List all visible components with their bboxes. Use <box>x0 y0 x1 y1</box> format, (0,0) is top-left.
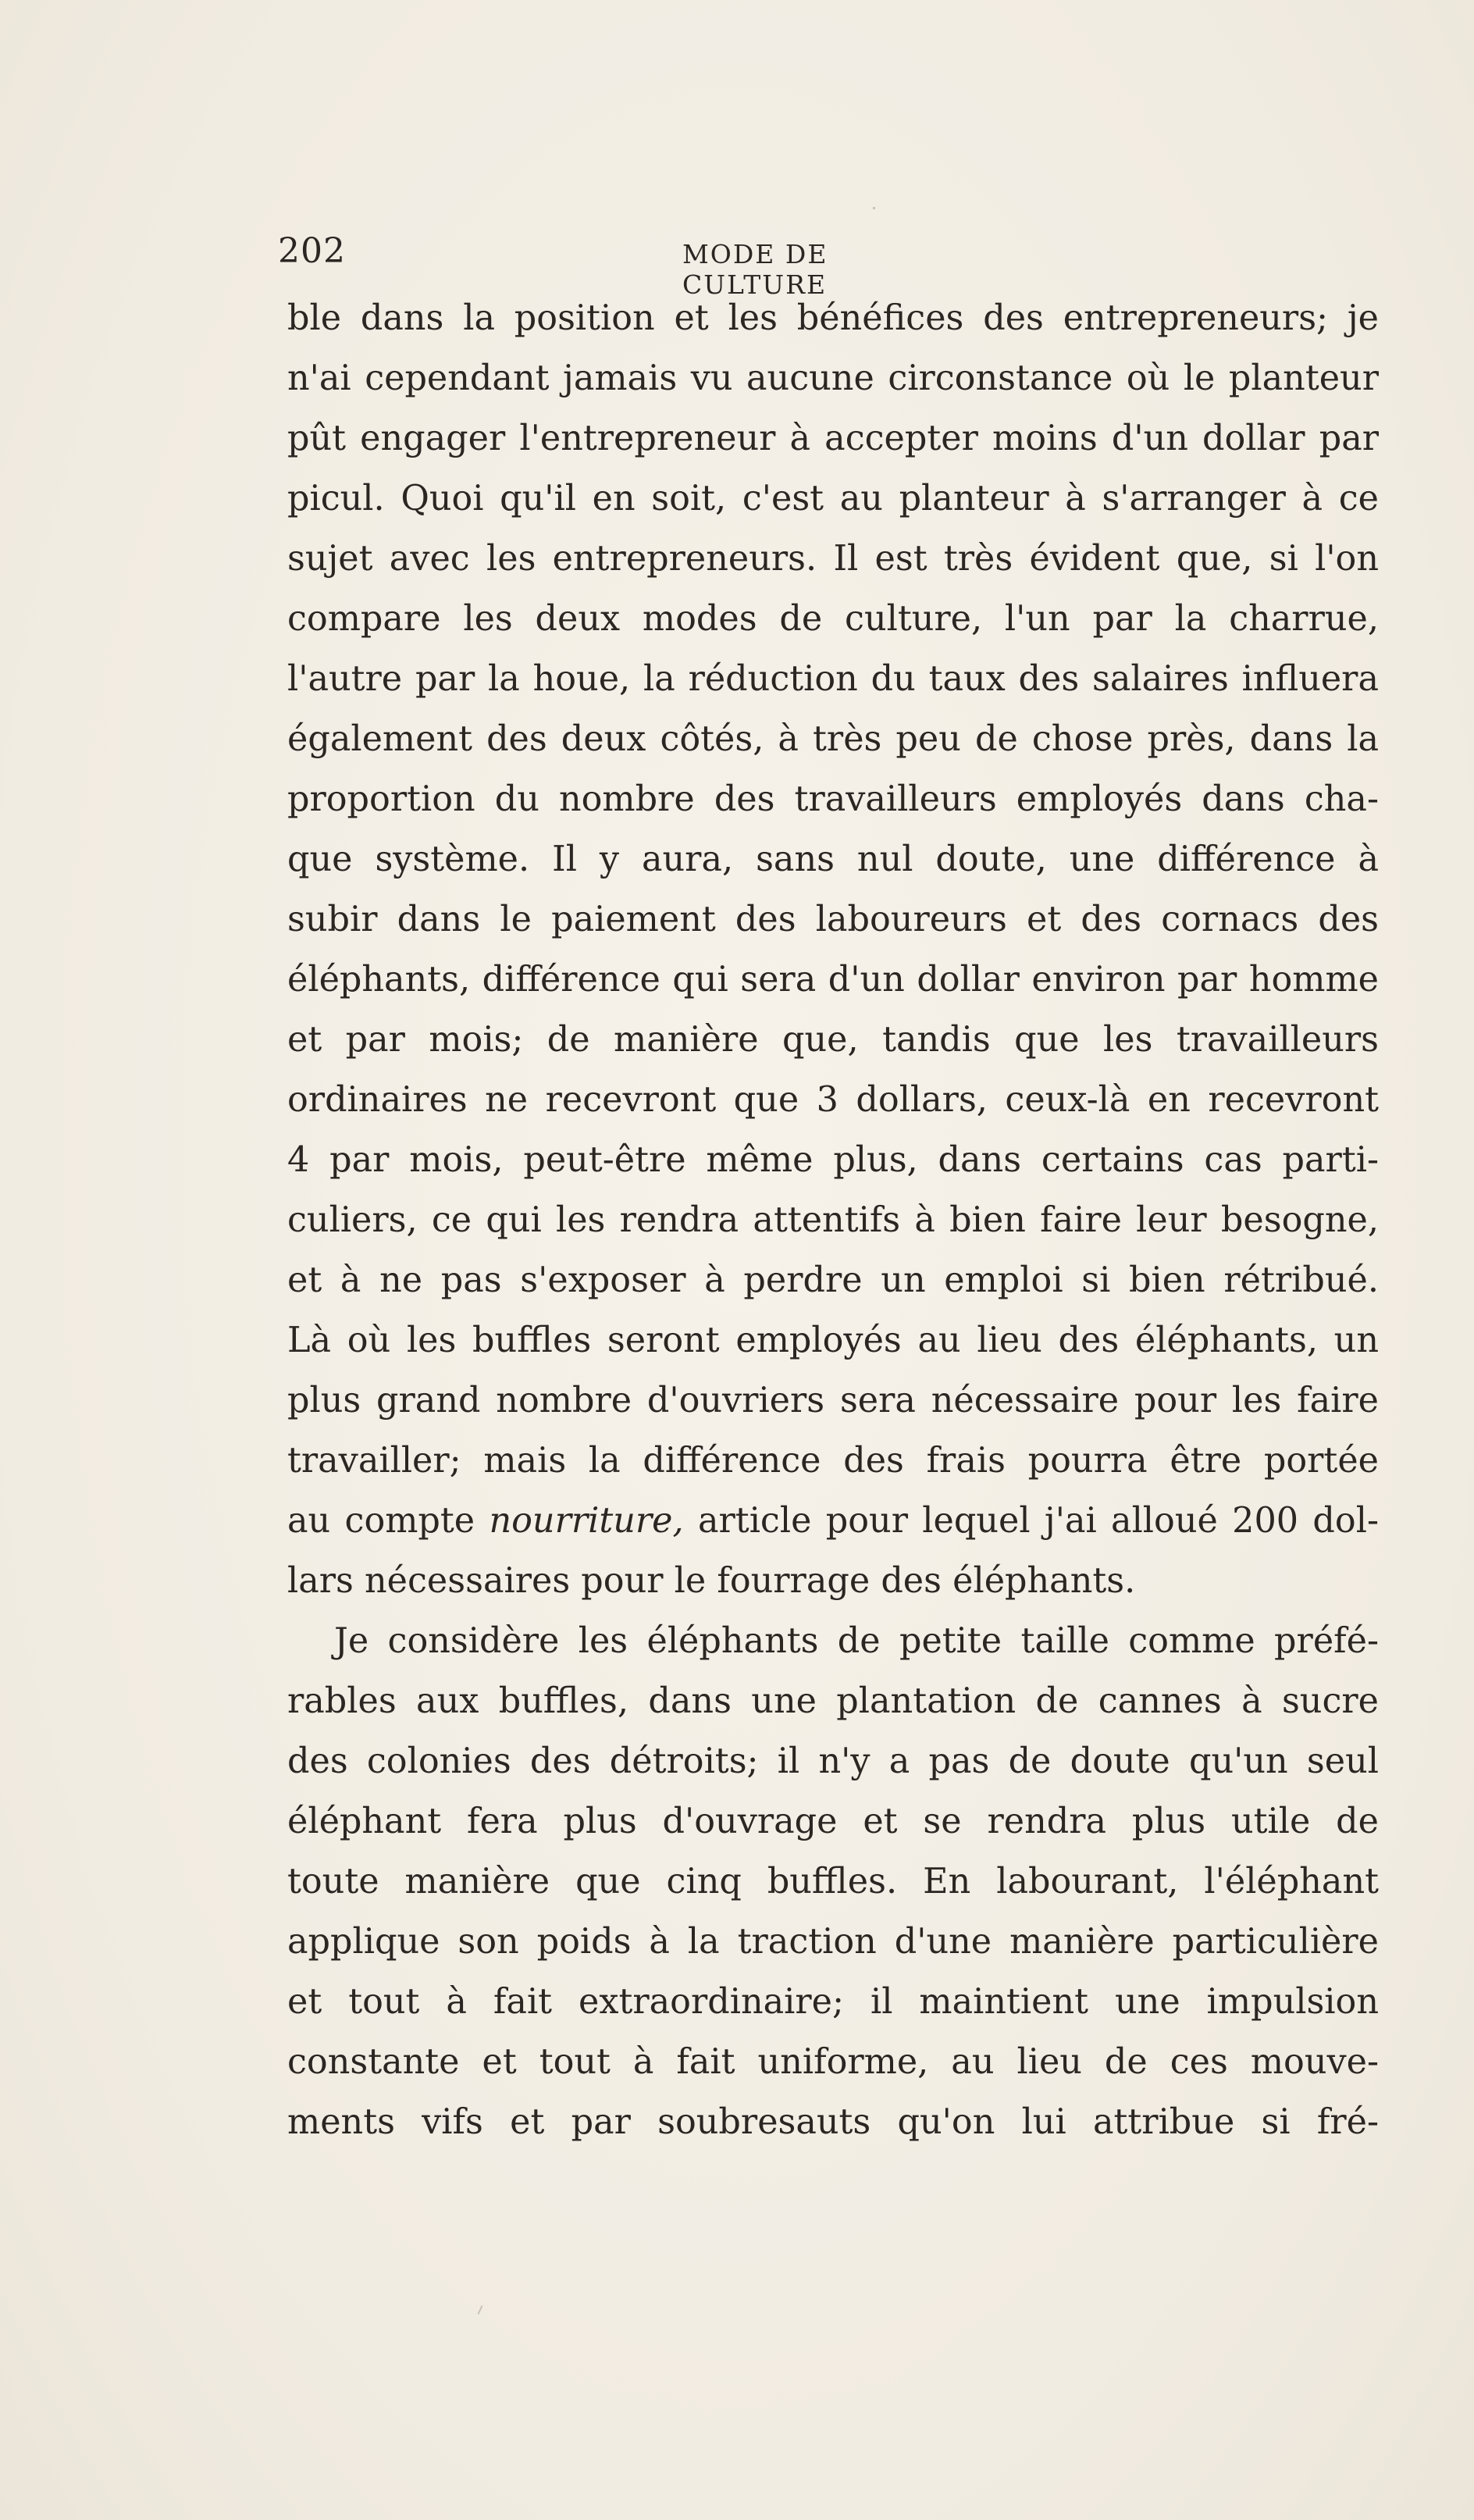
text-line: et par mois; de manière que, tandis que les travailleurs <box>287 1020 1379 1060</box>
text-line: ble dans la position et les bénéfices des entrepreneurs; je <box>287 298 1379 338</box>
text-line: compare les deux modes de culture, l'un par la charrue, <box>287 599 1379 639</box>
text-line: ments vifs et par soubresauts qu'on lui attribue si fré- <box>287 2102 1379 2142</box>
text-line: picul. Quoi qu'il en soit, c'est au planteur à s'arranger à ce <box>287 479 1379 519</box>
text-line: applique son poids à la traction d'une manière particulière <box>287 1922 1379 1962</box>
text-segment: au compte <box>287 1501 490 1541</box>
text-line: que système. Il y aura, sans nul doute, une différence à <box>287 839 1379 879</box>
text-line: n'ai cependant jamais vu aucune circonstance où le planteur <box>287 358 1379 398</box>
paper-speck <box>478 2305 483 2315</box>
text-line: éléphants, différence qui sera d'un dollar environ par homme <box>287 960 1379 1000</box>
italic-word: nourriture, <box>489 1501 684 1541</box>
text-line: Là où les buffles seront employés au lieu des éléphants, un <box>287 1321 1379 1360</box>
running-title: MODE DE CULTURE <box>682 239 828 300</box>
text-line: l'autre par la houe, la réduction du taux des salaires influera <box>287 659 1379 699</box>
text-line: et à ne pas s'exposer à perdre un emploi si bien rétribué. <box>287 1260 1379 1300</box>
text-line: ordinaires ne recevront que 3 dollars, ceux-là en recevront <box>287 1080 1379 1120</box>
text-line: culiers, ce qui les rendra attentifs à bien faire leur besogne, <box>287 1200 1379 1240</box>
text-line: rables aux buffles, dans une plantation de cannes à sucre <box>287 1681 1379 1721</box>
page-number: 202 <box>278 231 346 271</box>
text-line: éléphant fera plus d'ouvrage et se rendra plus utile de <box>287 1802 1379 1841</box>
text-line: 4 par mois, peut-être même plus, dans certains cas parti- <box>287 1140 1379 1180</box>
paper-speck <box>873 207 875 209</box>
paragraph-first-line: Je considère les éléphants de petite taille comme préfé- <box>334 1621 1379 1661</box>
text-line: travailler; mais la différence des frais pourra être portée <box>287 1441 1379 1481</box>
text-line: sujet avec les entrepreneurs. Il est très évident que, si l'on <box>287 539 1379 579</box>
text-line: constante et tout à fait uniforme, au lieu de ces mouve- <box>287 2042 1379 2082</box>
page-header <box>278 231 981 300</box>
text-segment: article pour lequel j'ai alloué 200 dol- <box>683 1501 1379 1541</box>
text-line: des colonies des détroits; il n'y a pas de doute qu'un seul <box>287 1741 1379 1781</box>
text-line: également des deux côtés, à très peu de chose près, dans la <box>287 719 1379 759</box>
text-line: proportion du nombre des travailleurs employés dans cha- <box>287 779 1379 819</box>
text-line: et tout à fait extraordinaire; il maintient une impulsion <box>287 1982 1379 2022</box>
paragraph-end-line: lars nécessaires pour le fourrage des éléphants. <box>287 1561 1136 1601</box>
text-line: toute manière que cinq buffles. En labourant, l'éléphant <box>287 1862 1379 1902</box>
text-line: plus grand nombre d'ouvriers sera nécessaire pour les faire <box>287 1381 1379 1420</box>
text-line: pût engager l'entrepreneur à accepter moins d'un dollar par <box>287 419 1379 458</box>
text-line-with-italic <box>287 1498 1379 1545</box>
text-line: subir dans le paiement des laboureurs et des cornacs des <box>287 900 1379 939</box>
